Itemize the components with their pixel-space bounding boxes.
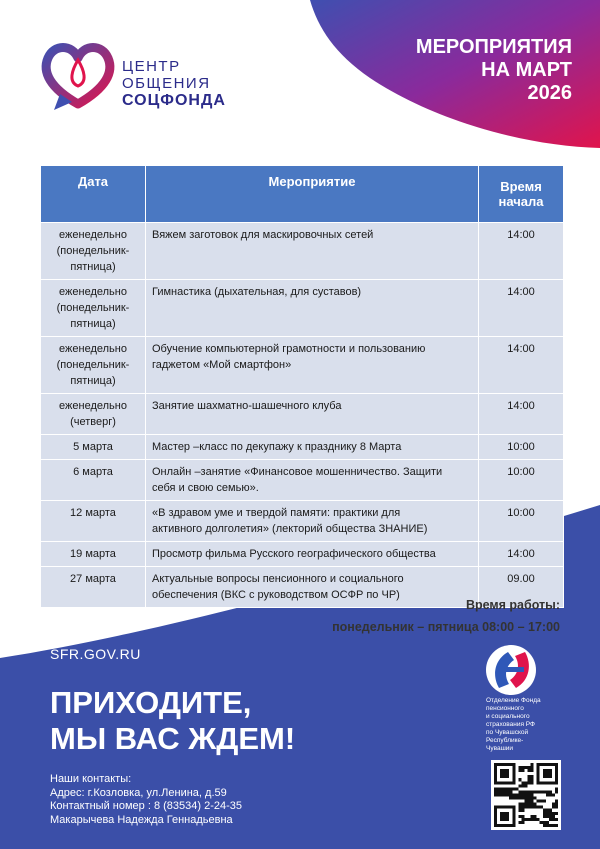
time-cell: 14:00 [479, 223, 564, 280]
qr-code[interactable] [491, 760, 561, 830]
event-cell-line: активного долголетия» (лекторий общества ЗНАНИЕ) [152, 523, 428, 535]
sfr-caption-line: и социального [486, 713, 530, 720]
event-cell-line: Просмотр фильма Русского географического общества [152, 548, 436, 560]
event-cell [146, 223, 479, 280]
header-date: Дата [41, 166, 146, 223]
date-cell-line: (понедельник- [56, 359, 130, 371]
contacts-block [50, 773, 242, 827]
event-cell-line: Гимнастика (дыхательная, для суставов) [152, 286, 362, 298]
date-cell-line: 19 марта [70, 548, 116, 560]
sfr-caption-line: пенсионного [486, 705, 524, 712]
sfr-caption-line: Чувашии [486, 745, 514, 752]
time-cell: 10:00 [479, 435, 564, 460]
page-title [352, 36, 572, 105]
date-cell-line: еженедельно [59, 343, 127, 355]
event-cell-line: гаджетом «Мой смартфон» [152, 359, 292, 371]
time-cell: 10:00 [479, 460, 564, 501]
date-cell-line: (понедельник- [56, 245, 130, 257]
date-cell-line: (понедельник- [56, 302, 130, 314]
sfr-caption-line: страхования РФ [486, 721, 535, 728]
date-cell [41, 460, 146, 501]
slogan-line-1: ПРИХОДИТЕ, [50, 685, 252, 720]
logo-line-2: ОБЩЕНИЯ [122, 75, 211, 92]
event-cell-line: «В здравом уме и твердой памяти: практики для [152, 507, 401, 519]
date-cell [41, 280, 146, 337]
slogan-line-2: МЫ ВАС ЖДЕМ! [50, 721, 296, 756]
time-cell: 14:00 [479, 542, 564, 567]
event-cell [146, 337, 479, 394]
slogan [50, 685, 295, 757]
event-cell-line: Актуальные вопросы пенсионного и социального [152, 573, 404, 585]
event-cell-line: себя и свою семью». [152, 482, 259, 494]
sfr-caption-line: Отделение Фонда [486, 697, 541, 704]
working-hours-value: понедельник – пятница 08:00 – 17:00 [332, 620, 560, 634]
website-link[interactable]: SFR.GOV.RU [50, 646, 141, 662]
qr-code-image [494, 763, 558, 827]
date-cell [41, 337, 146, 394]
contacts-phone: Контактный номер : 8 (83534) 2-24-35 [50, 800, 243, 812]
table-row [41, 394, 564, 435]
header-event: Мероприятие [146, 166, 479, 223]
date-cell [41, 394, 146, 435]
date-cell [41, 567, 146, 608]
date-cell [41, 501, 146, 542]
time-cell: 14:00 [479, 280, 564, 337]
sfr-caption [486, 697, 568, 753]
sfr-emblem-icon [486, 645, 536, 695]
time-cell: 14:00 [479, 337, 564, 394]
event-cell-line: Мастер –класс по декупажу к празднику 8 Марта [152, 441, 402, 453]
events-table [40, 165, 564, 608]
contacts-address: Адрес: г.Козловка, ул.Ленина, д.59 [50, 786, 227, 799]
header-time [479, 166, 564, 223]
event-cell-line: обеспечения (ВКС с руководством ОСФР по ЧР) [152, 589, 400, 601]
time-cell: 10:00 [479, 501, 564, 542]
working-hours [332, 594, 560, 638]
date-cell-line: пятница) [70, 318, 116, 330]
event-cell-line: Обучение компьютерной грамотности и пользованию [152, 343, 426, 355]
table-row [41, 435, 564, 460]
header-time-line-2: начала [498, 194, 544, 209]
date-cell [41, 223, 146, 280]
heart-speech-bubble-icon [46, 48, 110, 111]
date-cell-line: 5 марта [73, 441, 113, 453]
date-cell [41, 542, 146, 567]
contacts-person: Макарычева Надежда Геннадьевна [50, 813, 233, 826]
event-cell-line: Онлайн –занятие «Финансовое мошенничество. Защити [152, 466, 443, 478]
date-cell-line: (четверг) [70, 416, 116, 428]
date-cell-line: 27 марта [70, 573, 116, 585]
event-cell-line: Занятие шахматно-шашечного клуба [152, 400, 342, 412]
event-cell [146, 501, 479, 542]
table-row [41, 460, 564, 501]
title-line-3: 2026 [527, 82, 572, 104]
table-row [41, 501, 564, 542]
table-row [41, 542, 564, 567]
table-row [41, 280, 564, 337]
logo-line-1: ЦЕНТР [122, 58, 181, 75]
event-cell [146, 542, 479, 567]
logo-line-3: СОЦФОНДА [122, 92, 226, 109]
time-cell: 14:00 [479, 394, 564, 435]
date-cell-line: еженедельно [59, 229, 127, 241]
table-row [41, 337, 564, 394]
date-cell-line: 6 марта [73, 466, 113, 478]
date-cell-line: еженедельно [59, 286, 127, 298]
date-cell-line: пятница) [70, 375, 116, 387]
title-line-2: НА МАРТ [481, 59, 572, 81]
sfr-caption-line: Республике- [486, 737, 524, 744]
date-cell [41, 435, 146, 460]
event-cell [146, 435, 479, 460]
table-header-row [41, 166, 564, 223]
time-cell: 09.00 [479, 567, 564, 608]
date-cell-line: 12 марта [70, 507, 116, 519]
sfr-caption-line: по Чувашской [486, 729, 529, 736]
header-time-line-1: Время [500, 179, 542, 194]
contacts-heading: Наши контакты: [50, 773, 132, 785]
event-cell-line: Вяжем заготовок для маскировочных сетей [152, 229, 374, 241]
working-hours-label: Время работы: [465, 598, 560, 612]
logo-wordmark [122, 58, 226, 109]
table-row [41, 223, 564, 280]
event-cell [146, 460, 479, 501]
title-line-1: МЕРОПРИЯТИЯ [415, 36, 572, 58]
date-cell-line: еженедельно [59, 400, 127, 412]
date-cell-line: пятница) [70, 261, 116, 273]
event-cell [146, 394, 479, 435]
event-cell [146, 280, 479, 337]
